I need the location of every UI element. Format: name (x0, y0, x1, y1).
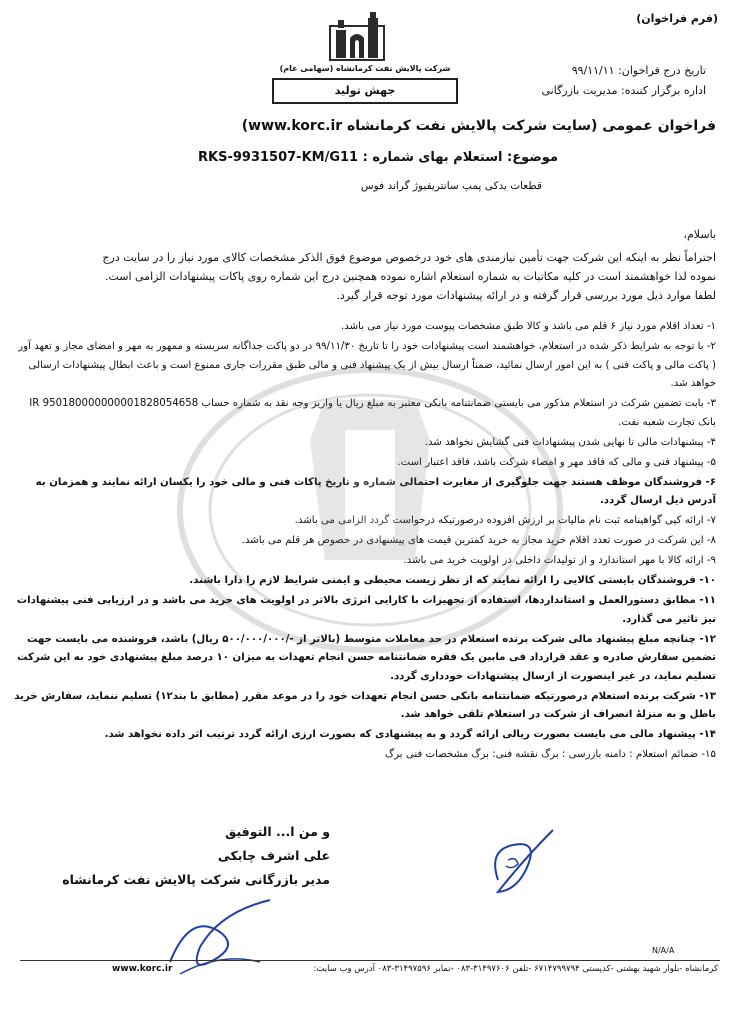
condition-item-12: ۱۲- چنانچه مبلغ پیشنهاد مالی شرکت برنده استعلام در حد معاملات متوسط (بالاتر از -/۵۰۰/۰۰۰/۰۰۰ ریال) باشد، فروشنده می بایست جهت تضمین سفارش صادره و عقد قرارداد فی مابین یک فقره ضمانتنامه حسن انجام تعهدات به میزان ۱۰ درصد مبلغ پیشنهادی خود به این شرکت تسلیم نماید، در غیر اینصورت از ارسال پیشنهادات خودداری گردد. (17, 633, 716, 682)
condition-item-14: ۱۴- پیشنهاد مالی می بایست بصورت ریالی ارائه گردد و به پیشنهادی که بصورت ارزی ارائه گردد ترتیب اثر داده نخواهد شد. (104, 729, 716, 740)
signatory-name: علی اشرف چابکی (217, 848, 330, 863)
call-date: تاریخ درج فراخوان: ۹۹/۱۱/۱۱ (571, 64, 706, 77)
condition-item-3: ۳- بابت تضمین شرکت در استعلام مذکور می بایستی ضمانتنامه بانکی معتبر به مبلغ ریال یا واریز وجه نقد به شماره حساب IR 950180000000001828054658 بانک تجارت شعبه نفت. (29, 398, 716, 428)
signatory-title: مدیر بازرگانی شرکت پالایش نفت کرمانشاه (62, 872, 330, 887)
condition-item-6: ۶- فروشندگان موظف هستند جهت جلوگیری از مغایرت احتمالی شماره و تاریخ پاکات فنی و مالی خود را یکسان ارائه نمایند و همزمان به آدرس ذیل ارسال گردد. (35, 476, 716, 506)
company-name-small: شرکت پالایش نفت کرمانشاه (سهامی عام) (279, 64, 451, 73)
department-label: جهش تولید (334, 84, 396, 97)
closing-block (62, 820, 330, 892)
inquiry-item-description: قطعات یدکی پمپ سانتریفیوژ گراند فوس (360, 180, 542, 192)
refinery-tower-logo-icon (326, 8, 388, 62)
condition-item-1: ۱- تعداد اقلام مورد نیاز ۶ قلم می باشد و کالا طبق مشخصات پیوست مورد نیاز می باشد. (341, 321, 716, 332)
condition-item-5: ۵- پیشنهاد فنی و مالی که فاقد مهر و امضاء شرکت باشد، فاقد اعتبار است. (397, 456, 716, 468)
salutation: باسلام، (683, 228, 716, 241)
organizer: اداره برگزار کننده: مدیریت بازرگانی (541, 84, 706, 97)
condition-item-10: ۱۰- فروشندگان بایستی کالایی را ارائه نمایند که از نظر زیست محیطی و ایمنی شرایط لازم را دارا باشند. (189, 575, 716, 586)
condition-item-13: ۱۳- شرکت برنده استعلام درصورتیکه ضمانتنامه بانکی حسن انجام تعهدات خود را در موعد مقرر (مطابق با بند۱۲) تسلیم ننماید، سفارش خرید باطل و به منزلهٔ انصراف از شرکت در استعلام تلقی خواهد شد. (14, 690, 716, 720)
footer-divider (20, 960, 720, 961)
condition-item-15: ۱۵- ضمائم استعلام : دامنه بازرسی : برگ نقشه فنی: برگ مشخصات فنی برگ (385, 749, 716, 760)
footer-address: کرمانشاه -بلوار شهید بهشتی -کدپستی ۶۷۱۴۷۹۹۷۹۴ -تلفن ۳۱۴۹۷۶۰۶-۰۸۳ -نمابر ۳۱۴۹۷۵۹۶-۰۸۳ آدرس وب سایت: (313, 964, 718, 974)
document-title: فراخوان عمومی (سایت شرکت پالایش نفت کرمانشاه www.korc.ir) (241, 118, 716, 134)
intro-line: لطفا موارد ذیل مورد بررسی قرار گرفته و در ارائه پیشنهادات مورد توجه قرار گیرد. (336, 289, 716, 302)
condition-item-7: ۷- ارائه کپی گواهینامه ثبت نام مالیات بر ارزش افزوده درصورتیکه درخواست گردد الزامی می باشد. (294, 515, 716, 526)
condition-item-11: ۱۱- مطابق دستورالعمل و استانداردها، استفاده از تجهیزات با کارایی انرژی بالاتر در اولویت های خرید می باشد و در ارزیابی فنی پیشنهادات نیز تاثیر می گذارد. (16, 595, 716, 625)
condition-item-9: ۹- ارائه کالا با مهر استاندارد و از تولیدات داخلی در اولویت خرید می باشد. (403, 555, 716, 566)
condition-item-4: ۴- پیشنهادات مالی تا نهایی شدن پیشنهادات فنی گشایش نخواهد شد. (424, 436, 716, 448)
signature-icon (478, 820, 568, 900)
footer-website-link[interactable]: www.korc.ir (112, 964, 173, 974)
condition-item-2: ۲- با توجه به شرایط ذکر شده در استعلام، خواهشمند است پیشنهادات خود را تا تاریخ ۹۹/۱۱/۳۰ در دو پاکت جداگانه سربسته و ممهور به مهر و امضای مجاز و تعهد آور ( پاکت مالی و پاکت فنی ) به این امور ارسال نمائید، ضمناً ارسال بیش از یک پیشنهاد فنی و مالی طبق مقررات جاری ممنوع است و باعث ابطال پیشنهادات ارسالی خواهد شد. (18, 341, 716, 389)
inquiry-subject: موضوع: استعلام بهای شماره : RKS-9931507-KM/G11 (198, 150, 558, 165)
intro-line: احتراماً نظر به اینکه این شرکت جهت تأمین نیازمندی های خود درخصوص موضوع فوق الذکر مشخصات کالای مورد نیاز را در سایت درج (102, 251, 716, 264)
conditions-list (14, 318, 716, 766)
intro-paragraph (16, 248, 716, 305)
reference-code: N/A/A (652, 946, 675, 955)
department-box (272, 78, 458, 104)
intro-line: نموده لذا خواهشمند است در کلیه مکاتبات به شماره استعلام اشاره نموده همچنین درج این شماره روی پاکات پیشنهادات الزامی است. (104, 270, 716, 283)
closing-phrase: و من ا... التوفیق (225, 824, 330, 839)
condition-item-8: ۸- این شرکت در صورت تعدد اقلام خرید مجاز به خرید کمترین قیمت های پیشنهادی در خصوص هر قلم می باشد. (241, 535, 716, 546)
form-label: (فرم فراخوان) (636, 12, 718, 25)
